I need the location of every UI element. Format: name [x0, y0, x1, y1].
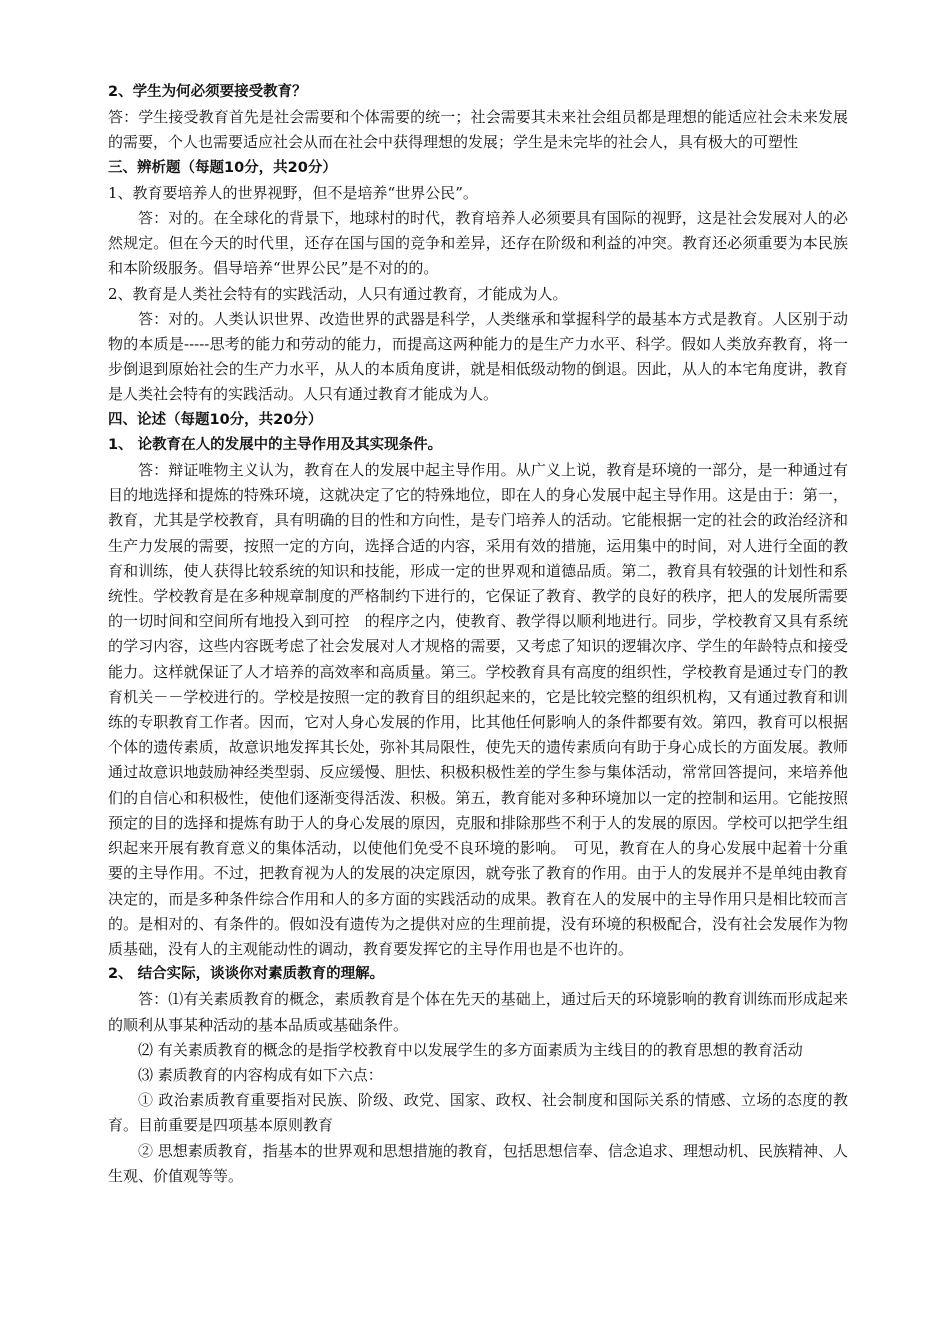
document-page — [108, 80, 848, 1189]
section-4-title: 四、论述（每题10分，共20分） — [108, 411, 323, 428]
question-2-answer: 答：学生接受教育首先是社会需要和个体需要的统一；社会需要其未来社会组员都是理想的能适应社会未来发展的需要，个人也需要适应社会从而在社会中获得理想的发展；学生是未完毕的社会人，具有极大的可塑性 — [108, 108, 848, 152]
section-3-question-2: 2、教育是人类社会特有的实践活动，人只有通过教育，才能成为人。 — [108, 284, 568, 303]
section-4-answer-1: 答：辩证唯物主义认为，教育在人的发展中起主导作用。从广义上说，教育是环境的一部分，是一种通过有目的地选择和提炼的特殊环境，这就决定了它的特殊地位，即在人的身心发展中起主导作用。这是由于：第一，教育，尤其是学校教育，具有明确的目的性和方向性，是专门培养人的活动。它能根据一定的社会的政治经济和生产力发展的需要，按照一定的方向，选择合适的内容，采用有效的措施，运用集中的时间，对人进行全面的教育和训练，使人获得比较系统的知识和技能，形成一定的世界观和道德品质。第二，教育具有较强的计划性和系统性。学校教育是在多种规章制度的严格制约下进行的，它保证了教育、教学的良好的秩序，把人的发展所需要的一切时间和空间所有地投入到可控 的程序之内，使教育、教学得以顺利地进行。同步，学校教育又具有系统的学习内容，这些内容既考虑了社会发展对人才规格的需要，又考虑了知识的逻辑次序、学生的年龄特点和接受能力。这样就保证了人才培养的高效率和高质量。第三。学校教育具有高度的组织性，学校教育是通过专门的教育机关－－学校进行的。学校是按照一定的教育目的组织起来的，它是比较完整的组织机构，又有通过教育和训练的专职教育工作者。因而，它对人身心发展的作用，比其他任何影响人的条件都要有效。第四，教育可以根据个体的遗传素质，故意识地发挥其长处，弥补其局限性，使先天的遗传素质向有助于身心成长的方面发展。教师通过故意识地鼓励神经类型弱、反应缓慢、胆怯、积极积极性差的学生参与集体活动，常常回答提问，来培养他们的自信心和积极性，使他们逐渐变得活泼、积极。第五，教育能对多种环境加以一定的控制和运用。它能按照预定的目的选择和提炼有助于人的身心发展的原因，克服和排除那些不利于人的发展的原因。学校可以把学生组织起来开展有教育意义的集体活动，以使他们免受不良环境的影响。 可见，教育在人的身心发展中起着十分重要的主导作用。不过，把教育视为人的发展的决定原因，就夸张了教育的作用。由于人的发展并不是单纯由教育决定的，而是多种条件综合作用和人的多方面的实践活动的成果。教育在人的发展中的主导作用只是相比较而言的。是相对的、有条件的。假如没有遗传为之提供对应的生理前提，没有环境的积极配合，没有社会发展作为物质基础，没有人的主观能动性的调动，教育要发挥它的主导作用也是不也许的。 — [108, 461, 848, 958]
section-4-question-2: 2、 结合实际，谈谈你对素质教育的理解。 — [108, 966, 385, 983]
section-4-answer-2-part-5: ② 思想素质教育，指基本的世界观和思想措施的教育，包括思想信奉、信念追求、理想动机、民族精神、人生观、价值观等等。 — [108, 1141, 848, 1185]
section-4-answer-2-part-2: ⑵ 有关素质教育的概念的是指学校教育中以发展学生的多方面素质为主线目的的教育思想的教育活动 — [138, 1040, 803, 1059]
section-4-answer-2-part-3: ⑶ 素质教育的内容构成有如下六点： — [138, 1065, 383, 1084]
section-4-question-1: 1、 论教育在人的发展中的主导作用及其实现条件。 — [108, 436, 443, 453]
section-3-title: 三、辨析题（每题10分，共20分） — [108, 159, 337, 176]
section-3-answer-1: 答：对的。在全球化的背景下，地球村的时代，教育培养人必须要具有国际的视野，这是社会发展对人的必然规定。但在今天的时代里，还存在国与国的竞争和差异，还存在阶级和利益的冲突。教育还必须重要为本民族和本阶级服务。倡导培养“世界公民”是不对的的。 — [108, 209, 848, 278]
section-4-answer-2-part-4: ① 政治素质教育重要指对民族、阶级、政党、国家、政权、社会制度和国际关系的情感、立场的态度的教育。目前重要是四项基本原则教育 — [108, 1091, 848, 1135]
question-2-title: 2、学生为何必须要接受教育？ — [108, 84, 307, 100]
section-3-question-1: 1、教育要培养人的世界视野，但不是培养“世界公民”。 — [108, 183, 478, 202]
section-3-answer-2: 答：对的。人类认识世界、改造世界的武器是科学，人类继承和掌握科学的最基本方式是教育。人区别于动物的本质是-----思考的能力和劳动的能力，而提高这两种能力的是生产力水平、科学。假如人类放弃教育，将一步倒退到原始社会的生产力水平，从人的本质角度讲，就是相低级动物的倒退。因此，从人的本宅角度讲，教育是人类社会特有的实践活动。人只有通过教育才能成为人。 — [108, 309, 848, 404]
section-4-answer-2-part-1: 答：⑴有关素质教育的概念，素质教育是个体在先天的基础上，通过后天的环境影响的教育训练而形成起来的顺利从事某种活动的基本品质或基础条件。 — [108, 990, 848, 1034]
